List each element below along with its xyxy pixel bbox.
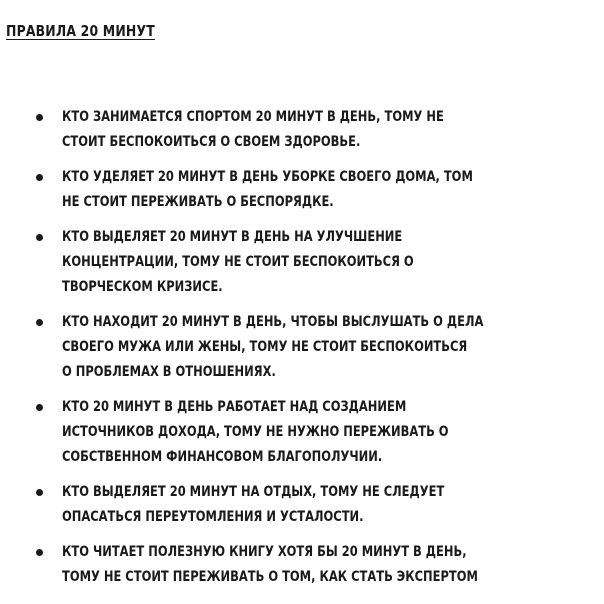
page-title: ПРАВИЛА 20 МИНУТ (6, 22, 155, 40)
list-item-line: ТОМУ НЕ СТОИТ ПЕРЕЖИВАТЬ О ТОМ, КАК СТАТЬ ЭКСПЕРТОМ (62, 569, 478, 585)
list-item (0, 395, 604, 470)
bullet-icon (36, 549, 43, 556)
list-item-line: О ПРОБЛЕМАХ В ОТНОШЕНИЯХ. (62, 364, 276, 380)
list-item-line: СТОИТ БЕСПОКОИТЬСЯ О СВОЕМ ЗДОРОВЬЕ. (62, 134, 361, 150)
list-item (0, 225, 604, 300)
list-item (0, 540, 604, 590)
list-item (0, 105, 604, 155)
list-item-line: ОПАСАТЬСЯ ПЕРЕУТОМЛЕНИЯ И УСТАЛОСТИ. (62, 509, 364, 525)
list-item-line: СВОЕГО МУЖА ИЛИ ЖЕНЫ, ТОМУ НЕ СТОИТ БЕСПОКОИТЬСЯ (62, 339, 468, 355)
list-item-line: КТО УДЕЛЯЕТ 20 МИНУТ В ДЕНЬ УБОРКЕ СВОЕГО ДОМА, ТОМ (62, 169, 473, 185)
bullet-icon (36, 114, 43, 121)
rules-list (0, 105, 604, 600)
list-item (0, 310, 604, 385)
list-item-line: КТО ЗАНИМАЕТСЯ СПОРТОМ 20 МИНУТ В ДЕНЬ, ТОМУ НЕ (62, 109, 444, 125)
list-item-line: СОБСТВЕННОМ ФИНАНСОВОМ БЛАГОПОЛУЧИИ. (62, 449, 383, 465)
list-item (0, 165, 604, 215)
list-item-line: КТО НАХОДИТ 20 МИНУТ В ДЕНЬ, ЧТОБЫ ВЫСЛУШАТЬ О ДЕЛА (62, 314, 484, 330)
list-item-line: КТО ВЫДЕЛЯЕТ 20 МИНУТ НА ОТДЫХ, ТОМУ НЕ СЛЕДУЕТ (62, 484, 445, 500)
list-item (0, 480, 604, 530)
bullet-icon (36, 489, 43, 496)
list-item-line: КТО ВЫДЕЛЯЕТ 20 МИНУТ В ДЕНЬ НА УЛУЧШЕНИЕ (62, 229, 403, 245)
list-item-line: ИСТОЧНИКОВ ДОХОДА, ТОМУ НЕ НУЖНО ПЕРЕЖИВАТЬ О (62, 424, 449, 440)
list-item-line: ТВОРЧЕСКОМ КРИЗИСЕ. (62, 279, 223, 295)
bullet-icon (36, 404, 43, 411)
list-item-line: КТО ЧИТАЕТ ПОЛЕЗНУЮ КНИГУ ХОТЯ БЫ 20 МИНУТ В ДЕНЬ, (62, 544, 467, 560)
list-item-line: КТО 20 МИНУТ В ДЕНЬ РАБОТАЕТ НАД СОЗДАНИЕМ (62, 399, 407, 415)
bullet-icon (36, 234, 43, 241)
bullet-icon (36, 319, 43, 326)
list-item-line: КОНЦЕНТРАЦИИ, ТОМУ НЕ СТОИТ БЕСПОКОИТЬСЯ О (62, 254, 414, 270)
list-item-line: НЕ СТОИТ ПЕРЕЖИВАТЬ О БЕСПОРЯДКЕ. (62, 194, 334, 210)
bullet-icon (36, 174, 43, 181)
